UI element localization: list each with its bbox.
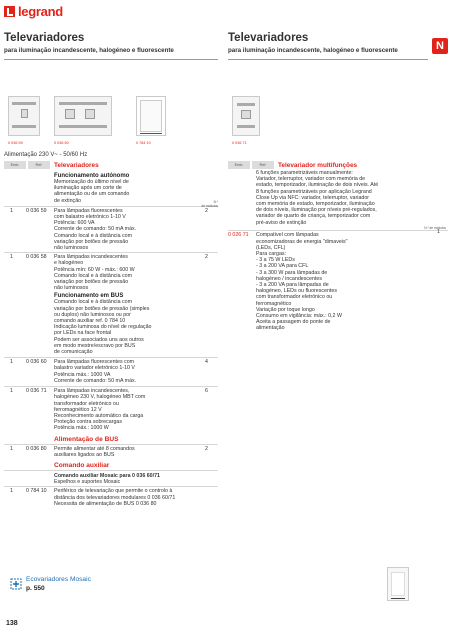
right-header-title: Televariadores (228, 32, 309, 44)
product-code: 0 784 10 (136, 141, 151, 145)
page-number: 138 (6, 620, 18, 627)
modules-note: N.º de módulos (424, 225, 446, 230)
ref-value: 0 784 10 (26, 488, 47, 495)
text-line: comando auxiliar ref. 0 784 10 (54, 318, 126, 325)
modules-value: 6 (205, 388, 208, 395)
text-line: Periférico de televariação que permite o controlo à (54, 488, 173, 495)
text-line: ou duplos) não luminosos ou por (54, 311, 131, 318)
ref-value: 0 036 60 (26, 359, 47, 366)
text-line: balastro variador eletrónico 1-10 V (54, 365, 135, 372)
text-line: Comando local e à distância com (54, 232, 133, 239)
text-line: 6 funções parametrizáveis manualmente: (256, 170, 353, 176)
text-line: estado, temporizador, iluminação de dois níveis. Até (256, 182, 379, 189)
text-line: Potência mín: 60 W - máx.: 600 W (54, 266, 135, 273)
text-line: Proteção contra sobrecargas (54, 419, 123, 426)
emb-value: 1 (10, 488, 13, 495)
col-emb: Emb. (228, 161, 250, 169)
text-line: - 3 a 200 VA para lâmpadas de (256, 282, 329, 289)
emb-value: 1 (10, 359, 13, 366)
text-line: iluminação após um corte de (54, 185, 122, 192)
left-table-title: Televariadores (54, 161, 99, 169)
new-badge: N (432, 38, 448, 54)
text-line: Aceita a passagem do ponte de (256, 319, 331, 326)
text-line: Compatível com lâmpadas (256, 232, 319, 239)
text-line: Para lâmpadas incandescentes, (54, 388, 130, 395)
note-line: N.º (213, 200, 218, 204)
text-line: halogéneo, LEDs ou fluorescentes (256, 288, 337, 295)
text-line: variação por botões de pressão (54, 279, 129, 286)
row-separator (228, 230, 448, 231)
table-row (4, 388, 218, 431)
text-line: Variador, telerruptor, variador com memória de (256, 176, 366, 183)
table-row (228, 229, 448, 332)
product-code: 0 036 71 (232, 141, 247, 145)
text-line: não luminosos (54, 285, 89, 292)
text-line: Permite alimentar até 8 comandos (54, 445, 135, 452)
text-line: transformador eletrónico ou (54, 400, 119, 407)
emb-value: 1 (10, 207, 13, 214)
text-line: Potência: 600 VA (54, 220, 95, 227)
product-image-mosaic-module (387, 567, 409, 601)
col-ref: Ref. (28, 161, 50, 169)
text-line: Para lâmpadas incandescentes (54, 254, 128, 261)
text-line: Memorização do último nível de (54, 179, 129, 185)
text-line: - 3 a 75 W LEDs (256, 257, 295, 264)
intro-block (228, 170, 448, 226)
aux-subheading-group (4, 473, 218, 485)
block-aux (4, 462, 218, 469)
row-separator (4, 357, 218, 358)
text-line: com balastro eletrónico 1-10 V (54, 214, 126, 221)
table-row (4, 488, 218, 507)
col-emb: Emb. (4, 161, 26, 169)
emb-value: 1 (10, 254, 13, 261)
text-line: por LEDs na face frontal (54, 330, 112, 337)
product-code: 0 036 60 (54, 141, 69, 145)
row-separator (4, 386, 218, 387)
table-row (4, 254, 218, 291)
text-line: Podem ser associados uns aos outros (54, 336, 144, 343)
modules-value: 2 (205, 445, 208, 452)
text-line: Potência máx.: 1000 W (54, 425, 109, 432)
text-line: de dois níveis, iluminação por níveis pré-regulados, (256, 207, 377, 214)
text-line: não luminosos (54, 245, 89, 252)
block-bus (4, 293, 218, 355)
product-code: 0 036 59 (8, 141, 23, 145)
text-line: 8 funções parametrizáveis por aplicação Legrand (256, 188, 372, 195)
text-line: Corrente de comando: 50 mA máx. (54, 226, 137, 233)
legrand-logo-icon (4, 6, 15, 17)
right-header-subtitle: para iluminação incandescente, halogéneo e fluorescente (228, 47, 398, 54)
text-line: economizadoras de energia "dimaveis" (256, 238, 348, 245)
right-header-rule (228, 59, 428, 60)
product-image-dimmer-1 (8, 96, 40, 136)
emb-value: 1 (10, 388, 13, 395)
text-line: de comunicação (54, 349, 93, 356)
aux-subheading: Comando auxiliar Mosaic para 0 036 60/71 (54, 472, 160, 479)
text-line: Para lâmpadas fluorescentes (54, 207, 123, 214)
product-image-dimmer-2 (54, 96, 112, 136)
text-line: alimentação (256, 325, 285, 332)
text-line: auxiliares ligados ao BUS (54, 451, 115, 458)
text-line: Potência máx.: 1000 VA (54, 371, 111, 378)
text-line: ferromagnético (256, 300, 292, 307)
text-line: halogéneo 230 V, halogéneo MBT com (54, 394, 146, 401)
text-line: Para cargas: (256, 251, 287, 258)
right-table-body (228, 170, 448, 332)
text-line: - 3 a 300 W para lâmpadas de (256, 269, 328, 276)
section-heading: Comando auxiliar (54, 461, 110, 469)
ref-value: 0 036 80 (26, 445, 47, 452)
power-supply-info: Alimentação 230 V~ - 50/60 Hz (4, 152, 88, 158)
block-bus-power (4, 436, 218, 443)
table-row (4, 359, 218, 384)
cross-reference-page[interactable]: p. 550 (26, 585, 45, 592)
modules-value: 4 (205, 359, 208, 366)
note-line: de módulos (201, 203, 218, 208)
text-line: Corrente de comando: 50 mA máx. (54, 377, 137, 384)
text-line: (LEDs, CFL) (256, 244, 286, 251)
product-image-mosaic-aux (136, 96, 166, 136)
left-header-subtitle: para iluminação incandescente, halogéneo e fluorescente (4, 47, 174, 54)
text-line: Reconhecimento automático da carga (54, 412, 144, 419)
aux-subheading-2: Espelhos e suportes Mosaic (54, 479, 121, 486)
right-table-header (228, 161, 448, 169)
text-line: Consumo em vigilância: máx.: 0,2 W (256, 313, 342, 320)
text-line: Comando local e à distância com (54, 299, 133, 306)
ref-value: 0 036 58 (26, 254, 47, 261)
text-line: com transformador eletrónico ou (256, 294, 333, 301)
text-line: distância dos televariadores modulares 0 036 60/71 (54, 494, 176, 501)
cross-reference-title[interactable]: Ecovariadores Mosaic (26, 576, 91, 583)
modules-value: 2 (205, 254, 208, 261)
row-separator (4, 486, 218, 487)
text-line: com memória de estado, temporizador, iluminação (256, 201, 375, 208)
table-row (4, 446, 218, 458)
product-image-multifunction-dimmer (232, 96, 260, 136)
text-line: Para lâmpadas fluorescentes com (54, 359, 135, 366)
left-table-body (4, 170, 218, 507)
text-line: Necessita de alimentação de BUS 0 036 80 (54, 500, 157, 507)
left-table-header (4, 161, 218, 169)
text-line: e halogéneo (54, 260, 84, 267)
text-line: de extinção (54, 197, 82, 204)
text-line: Indicação luminosa do nível de regulação (54, 324, 152, 331)
text-line: em modo mestre/escravo por BUS (54, 342, 136, 349)
col-ref: Ref. (252, 161, 274, 169)
text-line: ferromagnético 12 V (54, 406, 102, 413)
block-autonomous (4, 173, 218, 208)
row-separator (4, 252, 218, 253)
cross-reference-icon (10, 577, 22, 589)
text-line: halogéneo / incandescentes (256, 275, 322, 282)
text-line: - 3 a 200 VA para CFL (256, 263, 309, 270)
row-separator (4, 470, 218, 471)
legrand-logo (4, 4, 63, 19)
text-line: Close Up via NFC: variador, telerruptor, variador (256, 194, 370, 201)
ref-value: 0 036 71 (26, 388, 47, 395)
modules-value: 1 (437, 229, 440, 236)
table-row (4, 208, 218, 251)
right-table-title: Televariador multifunções (278, 161, 358, 169)
brand-name: legrand (18, 4, 63, 19)
left-header-rule (4, 59, 218, 60)
text-line: Variação por toque longo (256, 306, 315, 313)
ref-value: 0 026 71 (228, 232, 249, 239)
text-line: variação por botões de pressão (54, 238, 129, 245)
section-heading: Funcionamento autónomo (54, 173, 130, 179)
ref-value: 0 036 59 (26, 207, 47, 214)
text-line: variador de quarto de criança, temporizador com (256, 213, 371, 220)
text-line: alimentação ou de um comando (54, 191, 130, 198)
text-line: pré-aviso de extinção (256, 219, 307, 226)
left-header-title: Televariadores (4, 32, 85, 44)
text-line: Comando local e à distância com (54, 272, 133, 279)
section-heading: Funcionamento em BUS (54, 293, 124, 300)
row-separator (4, 444, 218, 445)
emb-value: 1 (10, 445, 13, 452)
text-line: variação por botões de pressão (simples (54, 305, 150, 312)
modules-value: 2 (205, 207, 208, 214)
section-heading: Alimentação de BUS (54, 435, 119, 443)
